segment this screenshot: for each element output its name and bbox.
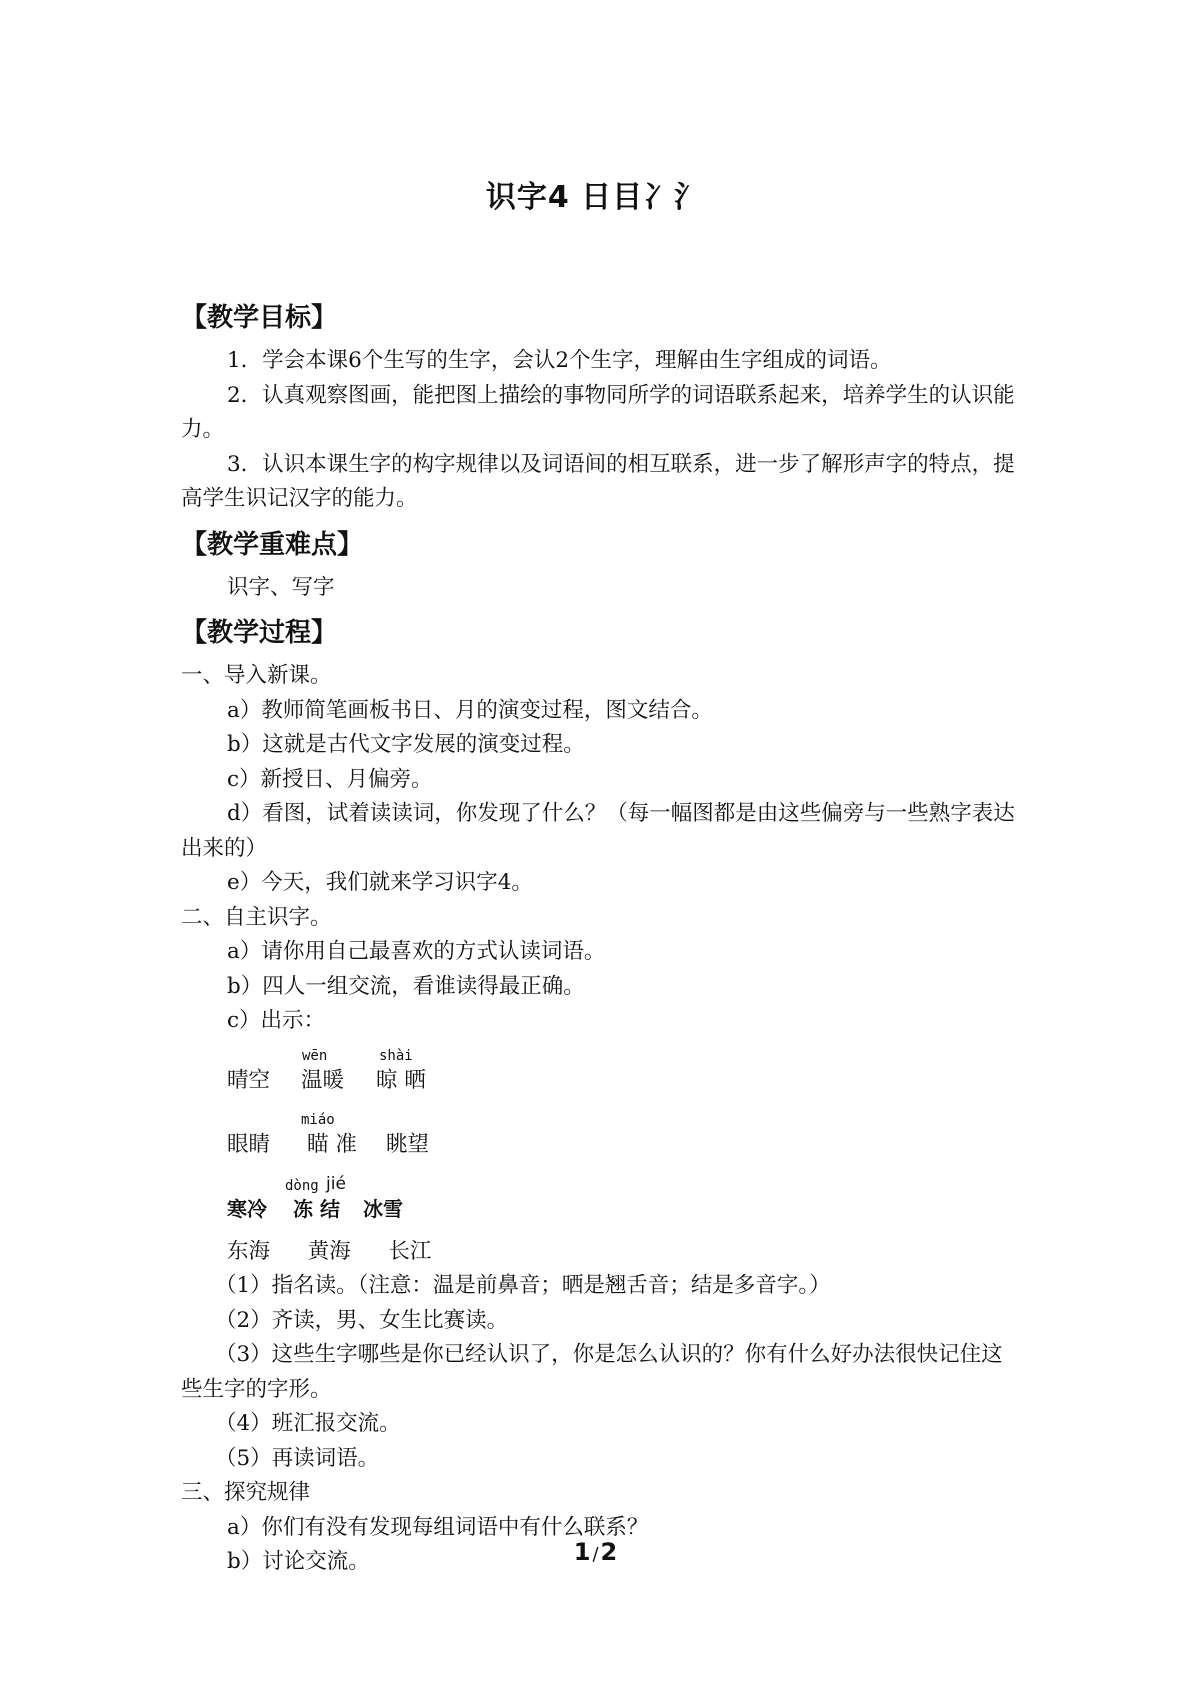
goal-item-3: 3．认识本课生字的构字规律以及词语间的相互联系，进一步了解形声字的特点，提高学生识记汉字的能力。 [181,451,1015,511]
part2-step-b: b）四人一组交流，看谁读得最正确。 [227,973,585,999]
goals-heading: 【教学目标】 [181,303,338,333]
document-title: 识字4 日目冫氵 [485,180,706,215]
word: 黄海 [307,1238,351,1264]
word: 瞄 准 [307,1132,357,1157]
word: 晾 晒 [376,1068,426,1093]
page-number [0,1538,1191,1566]
part2-substep-2: （2）齐读，男、女生比赛读。 [215,1307,509,1333]
pinyin-dong: dòng [285,1177,319,1194]
process-part1-title: 一、导入新课。 [181,663,332,688]
part1-step-c: c）新授日、月偏旁。 [227,766,433,792]
pinyin-wen: wēn [302,1047,328,1064]
word: 寒冷 [227,1197,267,1221]
part1-step-d: d）看图，试着读读词，你发现了什么？（每一幅图都是由这些偏旁与一些熟字表达出来的） [181,801,1015,861]
page-separator: / [592,1544,599,1565]
part1-step-b: b）这就是古代文字发展的演变过程。 [227,732,585,757]
word-row-3 [181,1167,1016,1231]
process-part3-title: 三、探究规律 [181,1480,311,1505]
pinyin-shai: shài [379,1047,413,1064]
part2-substep-4: （4）班汇报交流。 [215,1411,401,1436]
pinyin-miao: miáo [301,1111,335,1128]
process-heading: 【教学过程】 [181,618,338,648]
word-row-4 [181,1235,1016,1270]
word: 眺望 [386,1132,430,1157]
page-current: 1 [573,1538,591,1566]
part1-step-e: e）今天，我们就来学习识字4。 [227,870,533,895]
part3-step-a: a）你们有没有发现每组词语中有什么联系？ [227,1514,649,1540]
word: 晴空 [227,1068,271,1093]
word: 冰雪 [363,1197,403,1221]
part2-substep-1: （1）指名读。（注意：温是前鼻音；晒是翘舌音；结是多音字。） [215,1273,831,1298]
part1-step-a: a）教师简笔画板书日、月的演变过程，图文结合。 [227,697,713,723]
word: 长江 [388,1238,432,1264]
goal-item-1: 1．学会本课6个生写的生字，会认2个生字，理解由生字组成的词语。 [227,348,892,373]
word: 东海 [227,1238,271,1264]
page-total: 2 [600,1538,618,1566]
word: 温暖 [301,1068,345,1093]
pinyin-jie: jié [326,1173,346,1194]
process-part2-title: 二、自主识字。 [181,904,332,930]
word: 冻 结 [293,1197,340,1221]
part2-substep-5: （5）再读词语。 [215,1445,380,1471]
part2-substep-3: （3）这些生字哪些是你已经认识了，你是怎么认识的？你有什么好办法很快记住这些生字的字形。 [181,1342,1003,1402]
word-row-1 [181,1039,1016,1103]
word: 眼睛 [227,1132,271,1157]
document-body [181,298,1016,1580]
key-points-text: 识字、写字 [227,574,335,600]
part2-step-c: c）出示： [227,1008,326,1033]
word-row-2 [181,1103,1016,1167]
part3-step-b: b）讨论交流。 [227,1549,370,1574]
key-points-heading: 【教学重难点】 [181,529,364,560]
part2-step-a: a）请你用自己最喜欢的方式认读词语。 [227,939,606,964]
goal-item-2: 2．认真观察图画，能把图上描绘的事物同所学的词语联系起来，培养学生的认识能力。 [181,382,1015,442]
